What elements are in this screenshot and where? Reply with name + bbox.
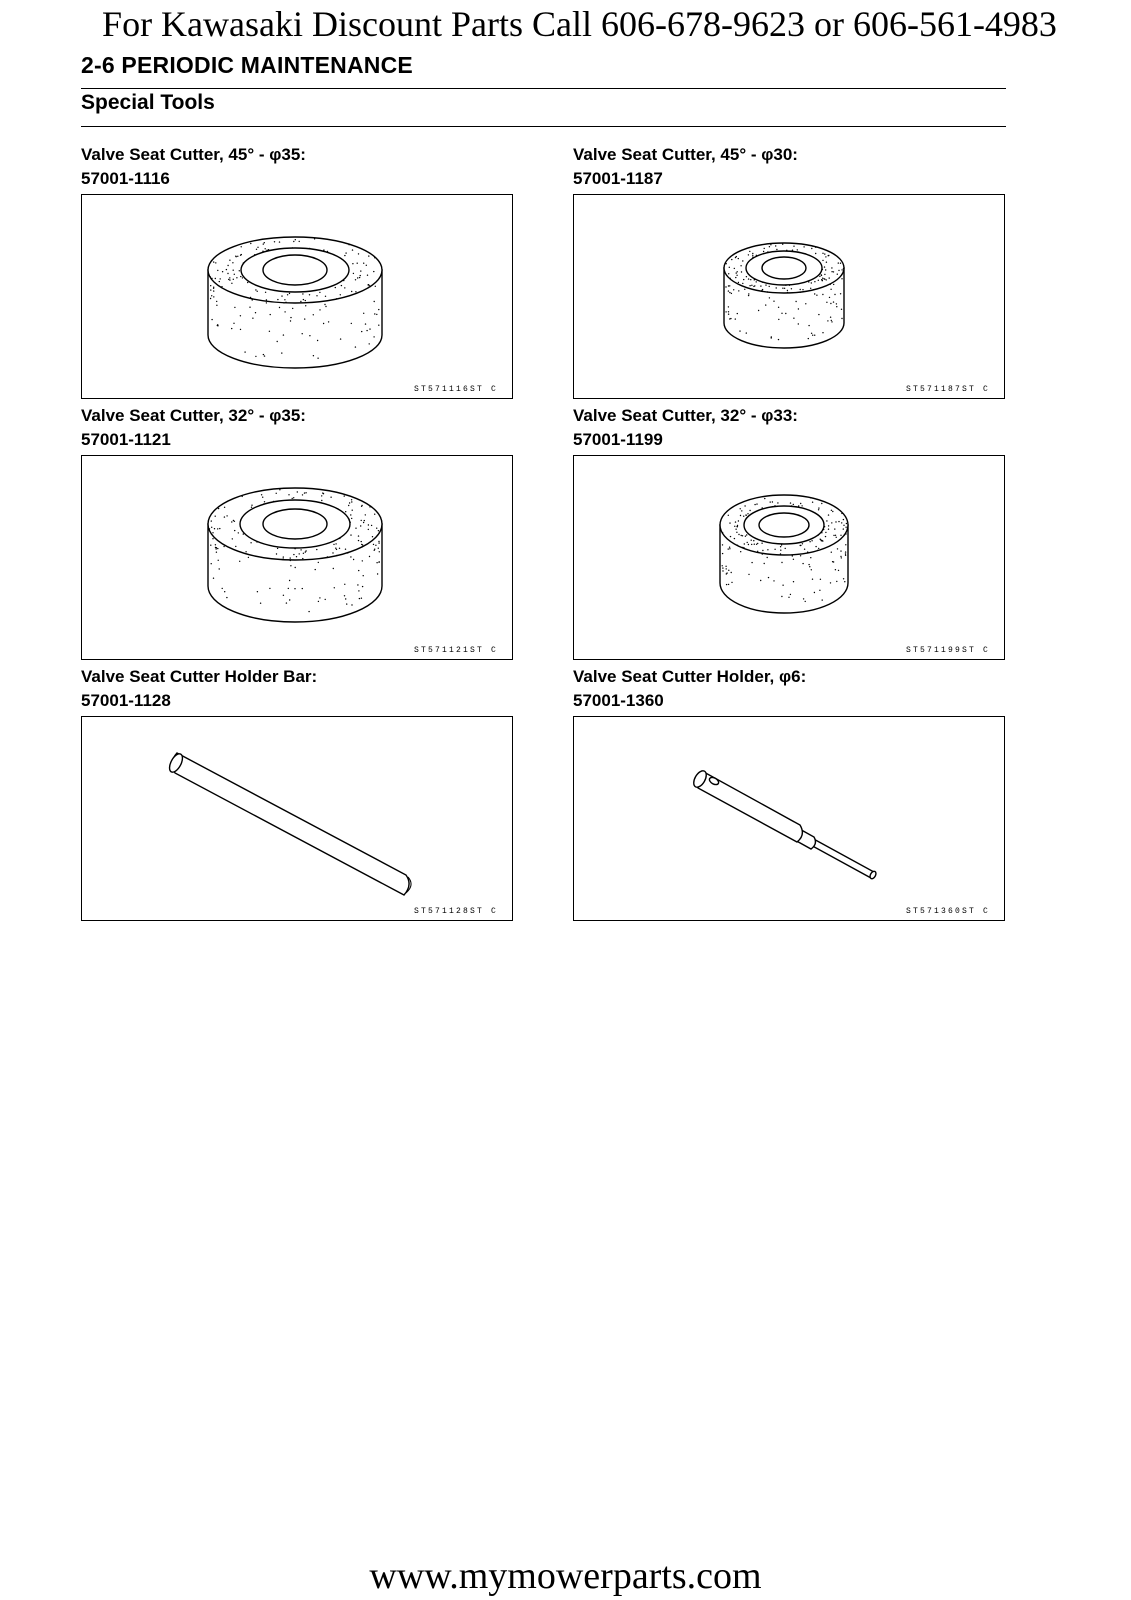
tool-part-number: 57001-1128: [81, 691, 171, 710]
tool-card: [573, 404, 1005, 660]
tool-name: Valve Seat Cutter, 32° - φ33:: [573, 406, 798, 425]
footer-banner: www.mymowerparts.com: [369, 1555, 762, 1597]
tool-name: Valve Seat Cutter Holder Bar:: [81, 667, 318, 686]
subsection-title: Special Tools: [81, 91, 215, 114]
section-rule: [81, 88, 1006, 89]
tool-name: Valve Seat Cutter, 32° - φ35:: [81, 406, 306, 425]
cutter-holder-icon: [574, 717, 1004, 920]
tool-part-number: 57001-1187: [573, 169, 663, 188]
tool-figure: [81, 455, 513, 660]
tool-part-number: 57001-1199: [573, 430, 663, 449]
cutter-large-icon: [82, 456, 512, 659]
figure-code: ST571121ST C: [413, 646, 498, 655]
cutter-large-icon: [82, 195, 512, 398]
subsection-rule: [81, 126, 1006, 127]
figure-code: ST571187ST C: [905, 385, 990, 394]
header-banner: For Kawasaki Discount Parts Call 606-678-9623 or 606-561-4983: [102, 4, 1057, 44]
cutter-small-icon: [574, 195, 1004, 398]
tool-part-number: 57001-1121: [81, 430, 171, 449]
figure-code: ST571128ST C: [413, 907, 498, 916]
tool-figure: [573, 455, 1005, 660]
tool-name: Valve Seat Cutter, 45° - φ30:: [573, 145, 798, 164]
tool-card: [573, 143, 1005, 399]
figure-code: ST571199ST C: [905, 646, 990, 655]
figure-code: ST571360ST C: [905, 907, 990, 916]
tool-card: [81, 143, 513, 399]
tool-part-number: 57001-1116: [81, 169, 170, 188]
tool-figure: [573, 194, 1005, 399]
cutter-medium-icon: [574, 456, 1004, 659]
tool-name: Valve Seat Cutter Holder, φ6:: [573, 667, 807, 686]
tool-figure: [81, 194, 513, 399]
figure-code: ST571116ST C: [413, 385, 498, 394]
tool-card: [81, 665, 513, 921]
tool-part-number: 57001-1360: [573, 691, 664, 710]
section-title: 2-6 PERIODIC MAINTENANCE: [81, 52, 413, 78]
tool-figure: [81, 716, 513, 921]
tool-figure: [573, 716, 1005, 921]
tool-name: Valve Seat Cutter, 45° - φ35:: [81, 145, 306, 164]
tool-card: [81, 404, 513, 660]
holder-bar-icon: [82, 717, 512, 920]
tool-card: [573, 665, 1005, 921]
